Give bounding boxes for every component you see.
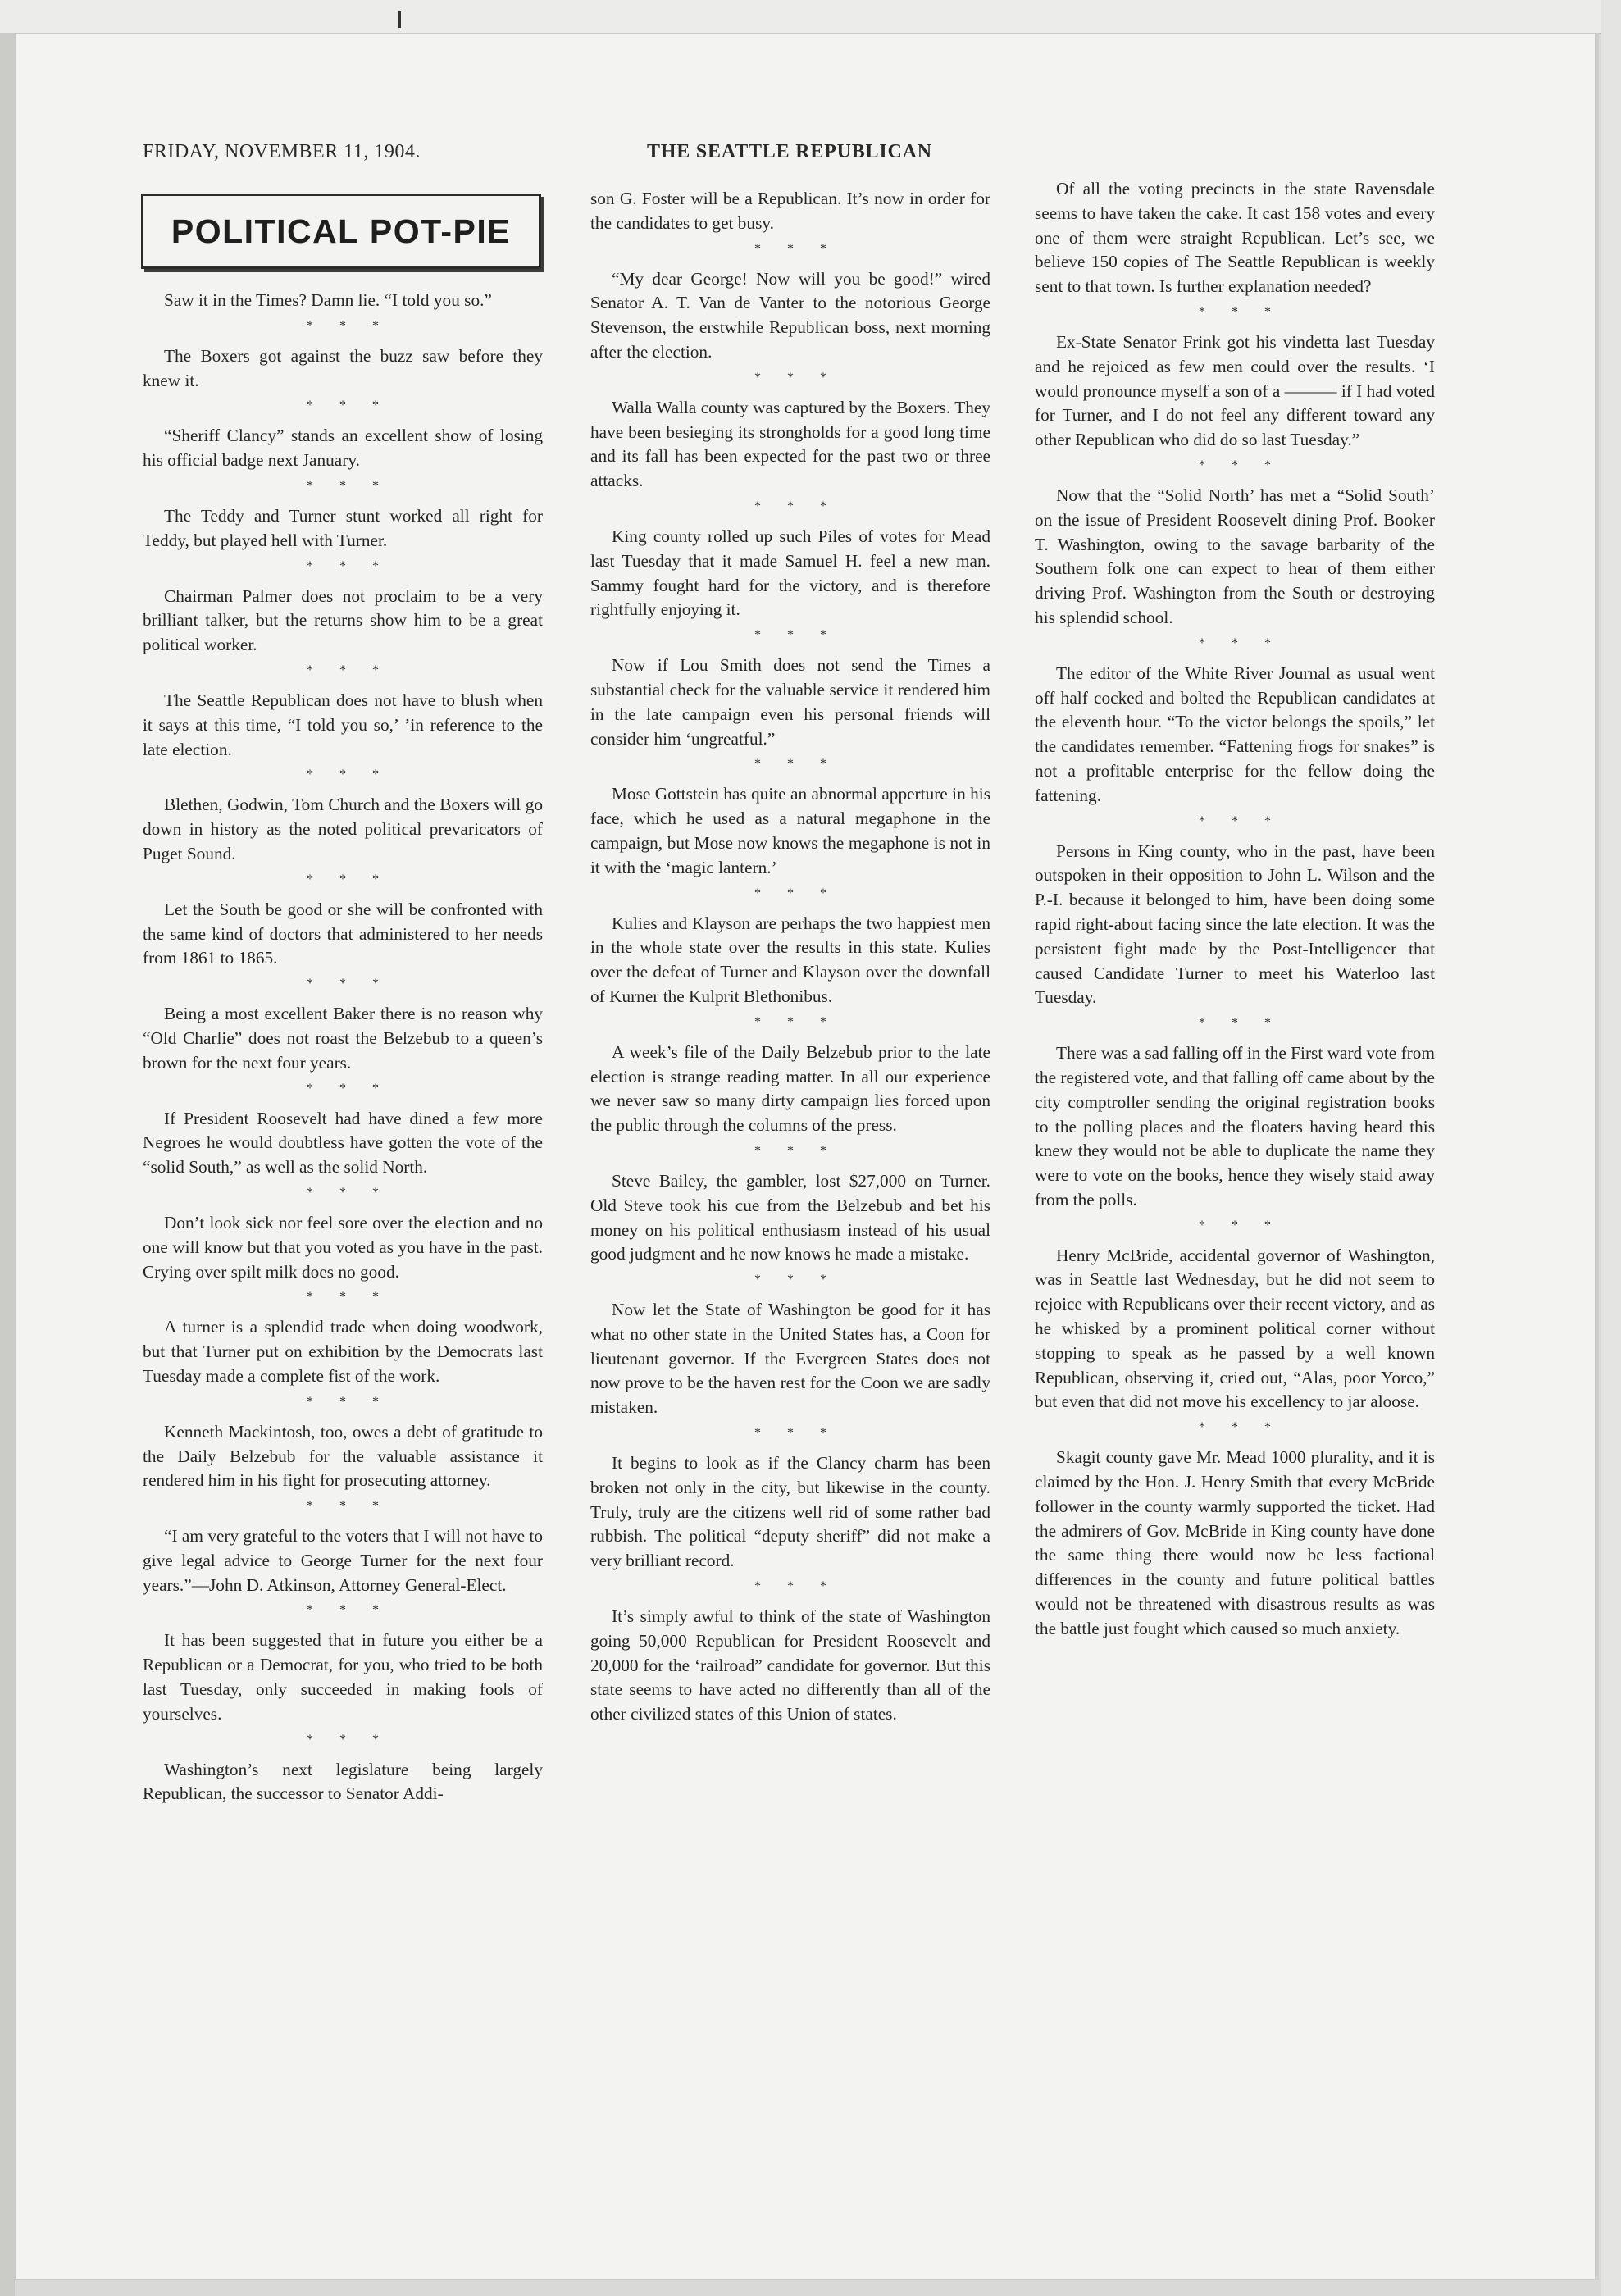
news-item: Mose Gottstein has quite an abnormal apperture in his face, which he used as a natural megaphone in the campaign, but Mose now knows the megaphone is not in it with the ‘magic lantern.’ <box>590 784 990 877</box>
news-item: Kulies and Klayson are perhaps the two happiest men in the whole state over the results in this state. Kulies over the defeat of Turner and Klayson over the downfall of Kurner the Kulprit Blethonibus. <box>590 913 990 1006</box>
news-item: Let the South be good or she will be confronted with the same kind of doctors that administered to her needs from 1861 to 1865. <box>143 899 543 968</box>
page-top-edge <box>0 0 1621 34</box>
item-separator: * * * <box>307 768 390 782</box>
news-item: If President Roosevelt had have dined a few more Negroes he would doubtless have gotten the vote of the “solid South,” as well as the solid North. <box>143 1108 543 1178</box>
news-item: Now that the “Solid North’ has met a “Solid South’ on the issue of President Roosevelt dining Prof. Booker T. Washington, owing to the savage barbarity of the Southern folk one can expect to hear of them either driving Prof. Washington from the South or destroying his splendid school. <box>1035 485 1435 627</box>
item-separator: * * * <box>307 478 390 493</box>
item-separator: * * * <box>307 872 390 886</box>
scan-mark <box>398 11 401 28</box>
news-item: “My dear George! Now will you be good!” wired Senator A. T. Van de Vanter to the notorious George Stevenson, the erstwhile Republican boss, next morning after the election. <box>590 268 990 362</box>
news-item: Kenneth Mackintosh, too, owes a debt of gratitude to the Daily Belzebub for the valuable assistance it rendered him in his fight for prosecuting attorney. <box>143 1421 543 1491</box>
news-item: son G. Foster will be a Republican. It’s now in order for the candidates to get busy. <box>590 189 990 233</box>
news-item: Persons in King county, who in the past, have been outspoken in their opposition to John L. Wilson and the P.-I. because it belonged to him, have been doing some rapid right-about facing since the late election. It was the persistent fight made by the Post-Intelligencer that caused Candidate Turner to meet his Waterloo last Tuesday. <box>1035 840 1435 1008</box>
page-right-edge <box>1601 0 1621 2296</box>
item-separator: * * * <box>307 558 390 573</box>
news-item: Saw it in the Times? Damn lie. “I told you so.” <box>164 290 492 310</box>
item-separator: * * * <box>307 1290 390 1305</box>
news-item: There was a sad falling off in the First ward vote from the registered vote, and that falling off came about by the city comptroller sending the original registration books to the polling places and the floaters having heard this knew they would not be able to duplicate the name they were to vote on the books, hence they wisely staid away from the polls. <box>1035 1043 1435 1210</box>
item-separator: * * * <box>754 628 838 643</box>
news-item: Ex-State Senator Frink got his vindetta last Tuesday and he rejoiced as few men could over the results. ‘I would pronounce myself a son of a ——— if I had voted for Turner, and I do not feel any different toward any other Republican who did do so last Tuesday.” <box>1035 331 1435 450</box>
item-separator: * * * <box>1199 636 1282 650</box>
item-separator: * * * <box>754 1014 838 1029</box>
news-item: Blethen, Godwin, Tom Church and the Boxers will go down in history as the noted political prevaricators of Puget Sound. <box>143 795 543 863</box>
news-item: Now let the State of Washington be good for it has what no other state in the United States has, a Coon for lieutenant governor. If the Evergreen States does not now prove to be the haven rest for the Coon we are sadly mistaken. <box>590 1300 990 1418</box>
item-separator: * * * <box>754 1426 838 1441</box>
item-separator: * * * <box>307 1185 390 1200</box>
news-item: Walla Walla county was captured by the Boxers. They have been besieging its strongholds for a good long time and its fall has been expected for the past two or three attacks. <box>590 397 990 491</box>
page-left-edge <box>0 33 15 2296</box>
section-title: POLITICAL POT-PIE <box>141 194 541 269</box>
item-separator: * * * <box>754 1143 838 1158</box>
news-item: Of all the voting precincts in the state Ravensdale seems to have taken the cake. It cast 158 votes and every one of them were straight Republican. Let’s see, we believe 150 copies of The Seattle Republican is weekly sent to that town. Is further explanation needed? <box>1035 179 1435 297</box>
news-item: Steve Bailey, the gambler, lost $27,000 on Turner. Old Steve took his cue from the Belzebub and bet his money on his political enthusiasm instead of his usual good judgment and he now knows he made a mistake. <box>590 1170 990 1264</box>
issue-date: FRIDAY, NOVEMBER 11, 1904. <box>143 141 421 162</box>
newspaper-name: THE SEATTLE REPUBLICAN <box>647 141 932 162</box>
column-1 <box>143 289 543 1806</box>
news-item: Being a most excellent Baker there is no reason why “Old Charlie” does not roast the Belzebub to a queen’s brown for the next four years. <box>143 1004 543 1073</box>
news-item: Skagit county gave Mr. Mead 1000 plurality, and it is claimed by the Hon. J. Henry Smith that every McBride follower in the county warmly supported the ticket. Had the admirers of Gov. McBride in King county have done the same thing there would now be less factional differences in the county and future political battles would not be threatened with disastrous results as was the battle just fought which caused so much anxiety. <box>1035 1447 1435 1638</box>
item-separator: * * * <box>1199 304 1282 319</box>
news-item: Washington’s next legislature being largely Republican, the successor to Senator Addi- <box>143 1759 543 1804</box>
item-separator: * * * <box>307 663 390 677</box>
item-separator: * * * <box>754 1273 838 1287</box>
item-separator: * * * <box>307 318 390 333</box>
news-item: Henry McBride, accidental governor of Washington, was in Seattle last Wednesday, but he did not seem to rejoice with Republicans over their recent victory, and as he whisked by a prominent political corner without stopping to speak as he passed by a well known Republican, observing it, cried out, “Alas, poor Yorco,” but even that did not move his excellency to jar aloose. <box>1035 1245 1435 1412</box>
news-item: Chairman Palmer does not proclaim to be a very brilliant talker, but the returns show him to be a great political worker. <box>143 585 543 655</box>
item-separator: * * * <box>754 757 838 772</box>
news-item: “I am very grateful to the voters that I will not have to give legal advice to George Turner for the next four years.”—John D. Atkinson, Attorney General-Elect. <box>143 1526 543 1595</box>
item-separator: * * * <box>754 499 838 513</box>
news-item: The Boxers got against the buzz saw before they knew it. <box>143 345 543 390</box>
news-item: Don’t look sick nor feel sore over the election and no one will know but that you voted as you have in the past. Crying over spilt milk does no good. <box>143 1212 543 1282</box>
news-item: Now if Lou Smith does not send the Times a substantial check for the valuable service it rendered him in the late campaign even his personal friends will consider him ‘ungreatful.” <box>590 655 990 749</box>
item-separator: * * * <box>1199 1420 1282 1435</box>
item-separator: * * * <box>307 1394 390 1409</box>
item-separator: * * * <box>1199 1016 1282 1031</box>
news-item: King county rolled up such Piles of votes for Mead last Tuesday that it made Samuel H. feel a new man. Sammy fought hard for the victory, and is therefore rightfully enjoying it. <box>590 526 990 620</box>
item-separator: * * * <box>307 399 390 413</box>
item-separator: * * * <box>307 1081 390 1096</box>
item-separator: * * * <box>1199 813 1282 828</box>
news-item: It’s simply awful to think of the state of Washington going 50,000 Republican for President Roosevelt and 20,000 for the ‘railroad” candidate for governor. But this state seems to have acted no differently than all of the other civilized states of this Union of states. <box>590 1606 990 1724</box>
item-separator: * * * <box>754 886 838 900</box>
news-item: “Sheriff Clancy” stands an excellent show of losing his official badge next January. <box>143 426 543 471</box>
news-item: It begins to look as if the Clancy charm has been broken not only in the city, but likewise in the county. Truly, truly are the citizens well rid of some rather bad rubbish. The political “deputy sheriff” did not make a very brilliant record. <box>590 1453 990 1571</box>
news-item: The Teddy and Turner stunt worked all right for Teddy, but played hell with Turner. <box>143 505 543 550</box>
item-separator: * * * <box>307 1603 390 1618</box>
item-separator: * * * <box>754 241 838 256</box>
item-separator: * * * <box>1199 1218 1282 1232</box>
column-2 <box>590 187 990 1727</box>
news-item: It has been suggested that in future you either be a Republican or a Democrat, for you, who tried to be both last Tuesday, only succeeded in making fools of yourselves. <box>143 1630 543 1724</box>
news-item: The editor of the White River Journal as usual went off half cocked and bolted the Republican candidates at the eleventh hour. “To the victor belongs the spoils,” let the candidates remember. “Fattening frogs for snakes” is not a profitable enterprise for the fellow doing the fattening. <box>1035 663 1435 805</box>
news-item: A week’s file of the Daily Belzebub prior to the late election is strange reading matter. In all our experience we never saw so many dirty campaign lies forced upon the public through the columns of the press. <box>590 1041 990 1136</box>
column-3 <box>1035 177 1435 1642</box>
news-item: A turner is a splendid trade when doing woodwork, but that Turner put on exhibition by the Democrats last Tuesday made a complete fist of the work. <box>143 1317 543 1386</box>
item-separator: * * * <box>754 1579 838 1594</box>
item-separator: * * * <box>307 1732 390 1747</box>
item-separator: * * * <box>307 977 390 991</box>
item-separator: * * * <box>754 370 838 385</box>
news-item: The Seattle Republican does not have to blush when it says at this time, “I told you so,’ ’in reference to the late election. <box>143 690 543 759</box>
item-separator: * * * <box>307 1499 390 1514</box>
item-separator: * * * <box>1199 458 1282 472</box>
